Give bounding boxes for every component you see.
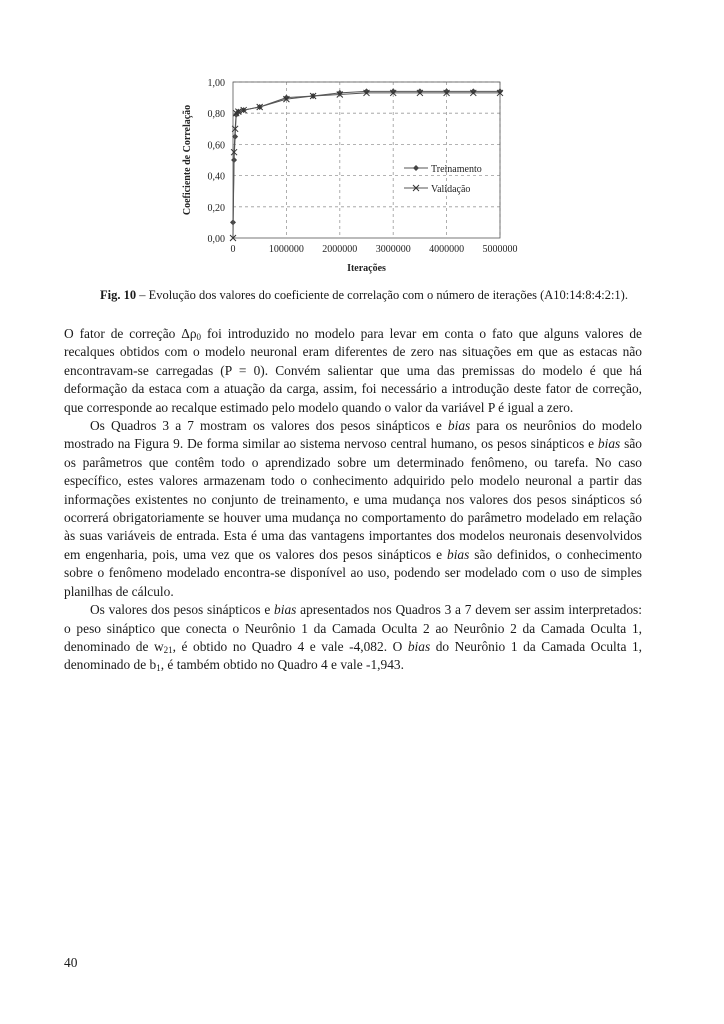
legend-label: Treinamento — [431, 164, 482, 175]
p2-text-c: são os parâmetros que contêm todo o aprendizado sobre um determinado fenômeno, ou tarefa. No caso específico, estes valores armazenam todo o conhecimento adquirido pelo modelo neuronal a partir das informações existentes no conjunto de treinamento, e uma mudança nos valores dos pesos sinápticos só ocorrerá obrigatoriamente se houver uma mudança no comportamento do parâmetro modelado em relação às suas variáveis de entrada. Esta é uma das vantagens importantes dos modelos neuronais desenvolvidos em engenharia, pois, uma vez que os valores dos pesos sinápticos e — [64, 436, 642, 562]
legend-label: Validação — [431, 184, 471, 195]
y-axis-label: Coeficiente de Correlação — [182, 104, 193, 216]
figure-caption — [64, 287, 664, 303]
y-tick-label: 1,00 — [207, 78, 225, 89]
series-line-1 — [233, 91, 500, 222]
x-tick-label: 2000000 — [322, 244, 358, 255]
data-point — [413, 165, 419, 171]
p2-text-b: para os neurônios do modelo mostrado na Figura 9. De forma similar ao sistema nervoso central humano, os pesos sinápticos e — [64, 418, 642, 452]
x-tick-label: 4000000 — [429, 244, 465, 255]
p2-bias-3: bias — [447, 546, 470, 562]
p2-text-d: são definidos, o conhecimento sobre o fenômeno modelado encontra-se disponível ao uso, podendo ser modelado com o uso de simples planilhas de cálculo. — [64, 546, 642, 599]
p3-bias-1: bias — [274, 602, 297, 618]
p1-text-a: O fator de correção Δρ — [64, 326, 197, 341]
page-number: 40 — [64, 955, 78, 970]
figure-caption-text: – Evolução dos valores do coeficiente de correlação com o número de iterações (A10:14:8:4:2:1). — [136, 288, 628, 302]
p2-text-a: Os Quadros 3 a 7 mostram os valores dos pesos sinápticos e — [90, 418, 448, 434]
body-text — [64, 325, 642, 675]
y-tick-label: 0,00 — [207, 234, 225, 245]
p3-text-d: do Neurônio 1 da Camada Oculta 1, denominado de b — [64, 638, 642, 673]
y-tick-label: 0,20 — [207, 202, 225, 214]
p1-subscript: 0 — [196, 332, 202, 342]
p2-bias-2: bias — [597, 436, 621, 452]
x-tick-label: 5000000 — [482, 244, 518, 255]
paragraph-1 — [64, 325, 642, 417]
p3-text-b: apresentados nos Quadros 3 a 7 devem ser assim interpretados: o peso sináptico que conecta o Neurônio 1 da Camada Oculta 2 ao Neurônio 2 da Camada Oculta 1, denominado de w — [64, 602, 642, 654]
paragraph-3 — [64, 601, 642, 675]
correlation-chart — [170, 72, 550, 282]
y-tick-label: 0,40 — [207, 171, 225, 183]
p3-subscript-2: 1 — [156, 663, 161, 674]
figure-label: Fig. 10 — [100, 288, 137, 302]
p3-text-e: , é também obtido no Quadro 4 e vale -1,943. — [160, 657, 404, 673]
y-tick-label: 0,60 — [207, 140, 225, 152]
p3-text-c: , é obtido no Quadro 4 e vale -4,082. O — [172, 638, 408, 654]
x-tick-label: 0 — [230, 244, 236, 255]
x-tick-label: 1000000 — [268, 244, 304, 255]
x-axis-label: Iterações — [347, 263, 386, 274]
p3-subscript-1: 21 — [163, 644, 173, 655]
p2-bias-1: bias — [447, 418, 471, 434]
y-tick-label: 0,80 — [207, 109, 225, 121]
p1-text-b: foi introduzido no modelo para levar em conta o fato que alguns valores de recalques obtidos com o modelo neuronal eram diferentes de zero nas situações em que as estacas não encontravam-se carregadas (P = 0). Convém salientar que uma das premissas do modelo é que há deformação da estaca com a atuação da carga, assim, foi necessário a introdução deste fator de correção, que corresponde ao recalque estimado pelo modelo quando o valor da variável P é igual a zero. — [64, 326, 642, 415]
paragraph-2 — [64, 417, 642, 601]
x-tick-label: 3000000 — [375, 244, 411, 255]
plot-frame — [233, 82, 500, 238]
p3-bias-2: bias — [407, 638, 431, 654]
p3-text-a: Os valores dos pesos sinápticos e — [90, 602, 275, 618]
